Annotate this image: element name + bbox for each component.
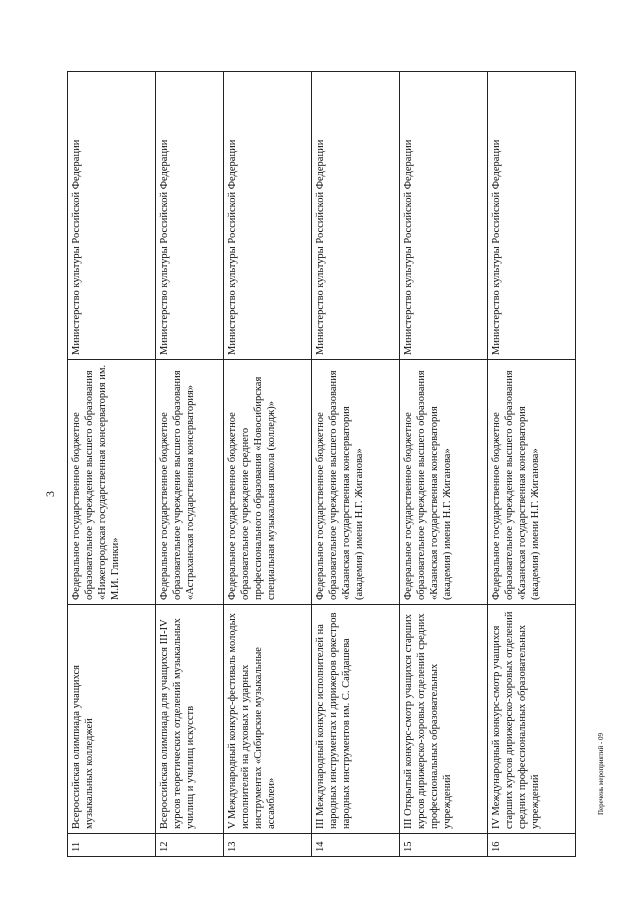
organizer: Федеральное государственное бюджетное образовательное учреждение высшего образования «Казанская государственная консерватория (академия) имени Н.Г. Жиганова» [311, 360, 399, 605]
row-number: 14 [311, 834, 399, 857]
events-table [67, 71, 576, 857]
organizer: Федеральное государственное бюджетное образовательное учреждение среднего профессионального образования «Новосибирская специальная музыкальная школа (колледж)» [223, 360, 311, 605]
row-number: 16 [487, 834, 575, 857]
event-name: IV Международный конкурс-смотр учащихся старших курсов дирижерско-хоровых отделений средних профессиональных образовательных учреждений [487, 605, 575, 834]
ministry: Министерство культуры Российской Федерации [311, 72, 399, 360]
organizer: Федеральное государственное бюджетное образовательное учреждение высшего образования «Казанская государственная консерватория (академия) имени Н.Г. Жиганова» [487, 360, 575, 605]
event-name: III Международный конкурс исполнителей на народных инструментах и дирижеров оркестров народных инструментов им. С. Сайдашева [311, 605, 399, 834]
organizer: Федеральное государственное бюджетное образовательное учреждение высшего образования «Астраханская государственная консерватория» [156, 360, 224, 605]
organizer: Федеральное государственное бюджетное образовательное учреждение высшего образования «Нижегородская государственная консерватория им. М.И. Глинки» [68, 360, 156, 605]
table-row [487, 72, 575, 857]
table-row [223, 72, 311, 857]
row-number: 13 [223, 834, 311, 857]
row-number: 11 [68, 834, 156, 857]
event-name: Всероссийская олимпиада для учащихся III-IV курсов теоретических отделений музыкальных училищ и училищ искусств [156, 605, 224, 834]
ministry: Министерство культуры Российской Федерации [223, 72, 311, 360]
table-row [399, 72, 487, 857]
footer-text: Перечень мероприятий - 09 [597, 732, 605, 815]
ministry: Министерство культуры Российской Федерации [487, 72, 575, 360]
page-number: 3 [43, 491, 57, 497]
events-table-container [67, 71, 576, 857]
table-row [311, 72, 399, 857]
event-name: Всероссийская олимпиада учащихся музыкальных колледжей [68, 605, 156, 834]
event-name: V Международный конкурс-фестиваль молодых исполнителей на духовых и ударных инструментах «Сибирские музыкальные ассамблеи» [223, 605, 311, 834]
organizer: Федеральное государственное бюджетное образовательное учреждение высшего образования «Казанская государственная консерватория (академия) имени Н.Г. Жиганова» [399, 360, 487, 605]
ministry: Министерство культуры Российской Федерации [399, 72, 487, 360]
event-name: III Открытый конкурс-смотр учащихся старших курсов дирижерско-хоровых отделений средних профессиональных образовательных учреждений [399, 605, 487, 834]
ministry: Министерство культуры Российской Федерации [156, 72, 224, 360]
table-row [68, 72, 156, 857]
row-number: 12 [156, 834, 224, 857]
table-row [156, 72, 224, 857]
row-number: 15 [399, 834, 487, 857]
ministry: Министерство культуры Российской Федерации [68, 72, 156, 360]
